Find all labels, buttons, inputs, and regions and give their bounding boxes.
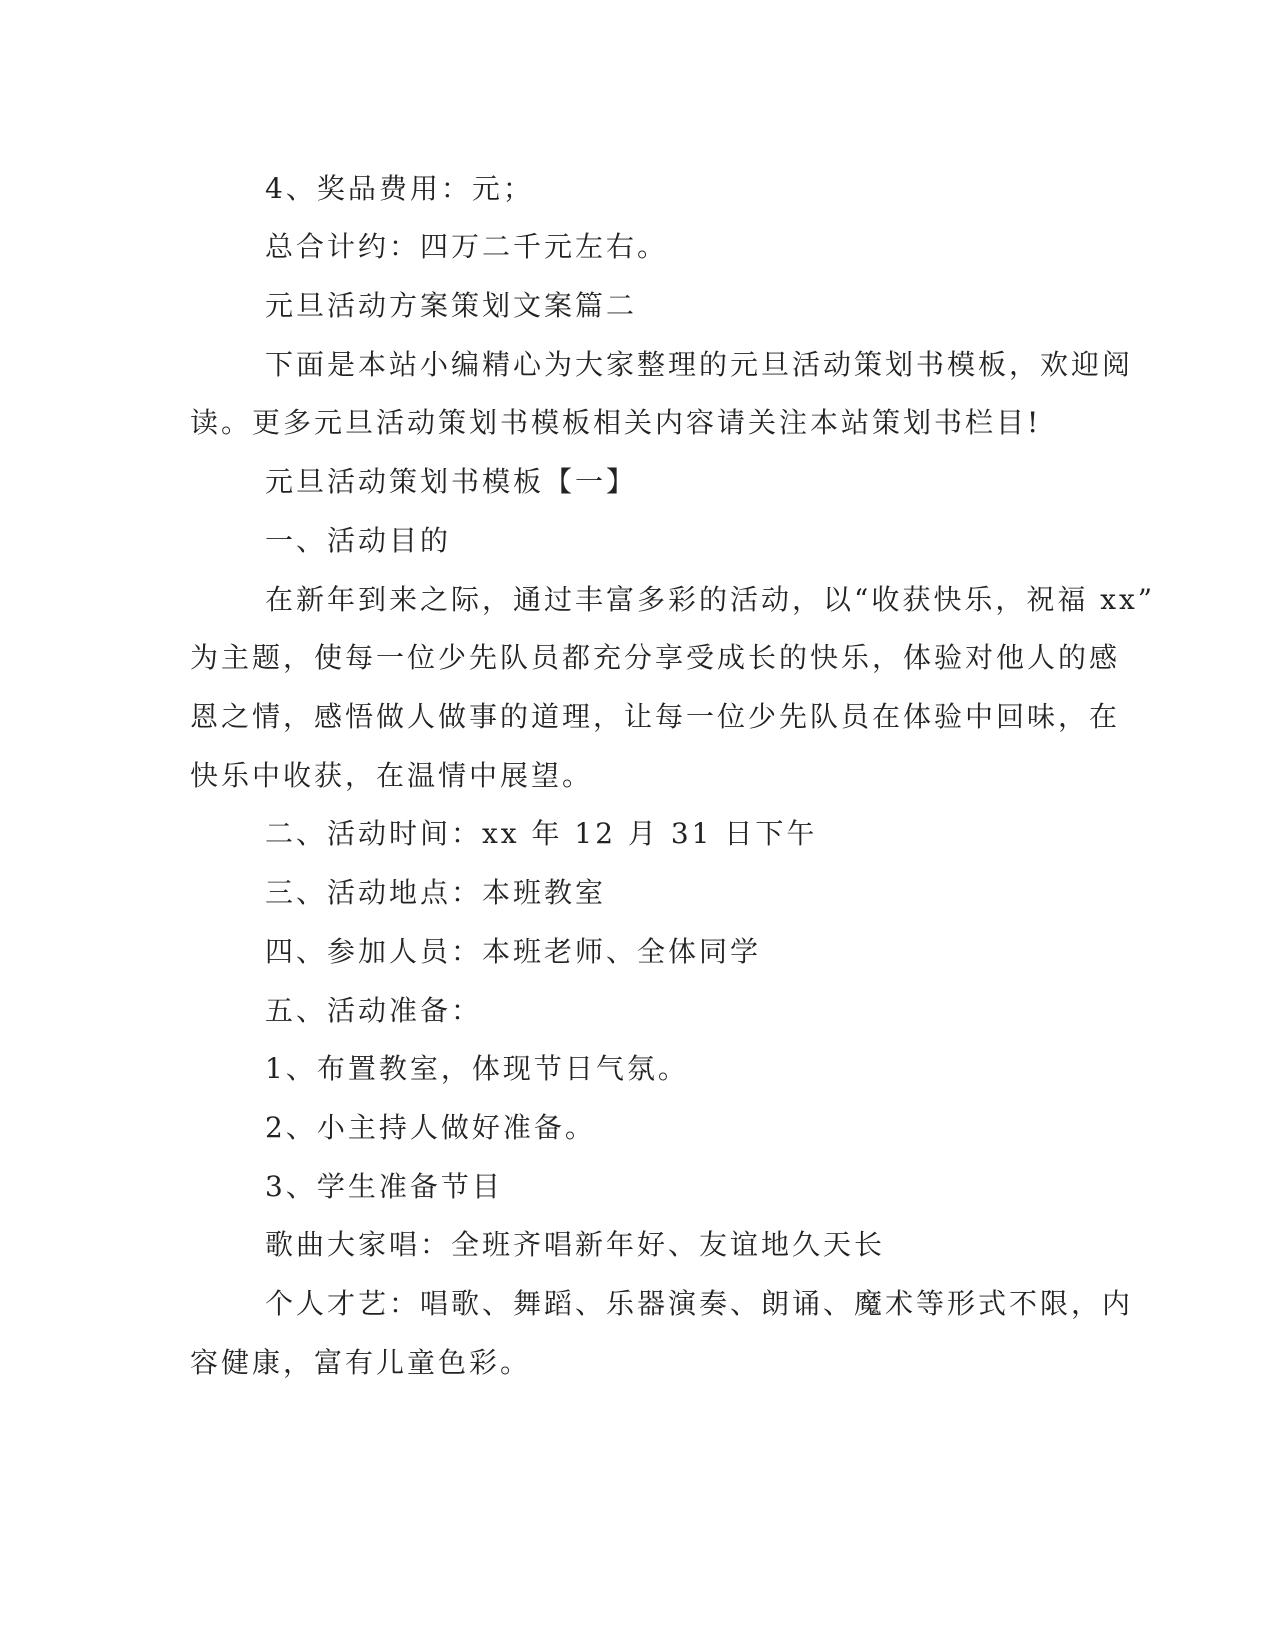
section-heading: 元旦活动方案策划文案篇二	[265, 289, 638, 322]
preparation-item-2: 2、小主持人做好准备。	[265, 1111, 596, 1144]
template-heading: 元旦活动策划书模板【一】	[265, 465, 638, 498]
talent-paragraph-line-1: 个人才艺：唱歌、舞蹈、乐器演奏、朗诵、魔术等形式不限，内	[265, 1287, 1134, 1320]
intro-paragraph-line-1: 下面是本站小编精心为大家整理的元旦活动策划书模板，欢迎阅	[265, 348, 1134, 381]
purpose-paragraph-line-3: 恩之情，感悟做人做事的道理，让每一位少先队员在体验中回味，在	[190, 700, 1121, 733]
intro-paragraph-line-2: 读。更多元旦活动策划书模板相关内容请关注本站策划书栏目!	[190, 406, 1042, 439]
purpose-paragraph-line-4: 快乐中收获，在温情中展望。	[190, 759, 594, 792]
purpose-paragraph-line-1: 在新年到来之际，通过丰富多彩的活动，以“收获快乐，祝福 xx”	[265, 583, 1156, 616]
talent-paragraph-line-2: 容健康，富有儿童色彩。	[190, 1346, 532, 1379]
prize-cost-line: 4、奖品费用：元；	[265, 172, 534, 205]
purpose-heading: 一、活动目的	[265, 524, 452, 557]
songs-line: 歌曲大家唱：全班齐唱新年好、友谊地久天长	[265, 1228, 886, 1261]
total-cost-line: 总合计约：四万二千元左右。	[265, 230, 669, 263]
activity-location-line: 三、活动地点：本班教室	[265, 876, 607, 909]
preparation-heading: 五、活动准备：	[265, 994, 483, 1027]
purpose-paragraph-line-2: 为主题，使每一位少先队员都充分享受成长的快乐，体验对他人的感	[190, 641, 1121, 674]
preparation-item-3: 3、学生准备节目	[265, 1170, 503, 1203]
preparation-item-1: 1、布置教室，体现节日气氛。	[265, 1052, 689, 1085]
participants-line: 四、参加人员：本班老师、全体同学	[265, 935, 762, 968]
activity-time-line: 二、活动时间：xx 年 12 月 31 日下午	[265, 817, 818, 850]
